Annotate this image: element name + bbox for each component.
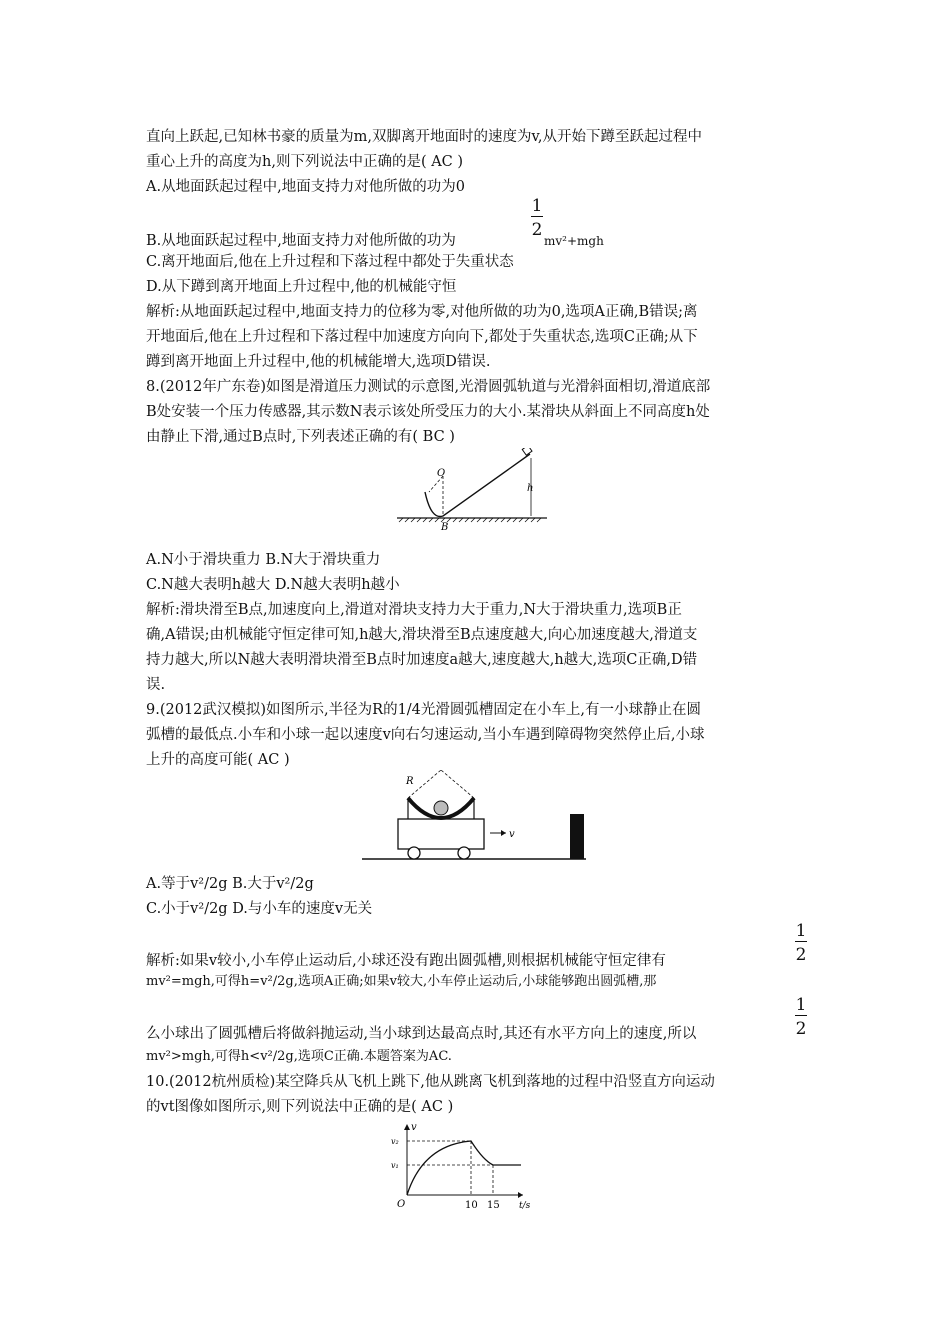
text-line-2: 重心上升的高度为h,则下列说法中正确的是( AC ) [146,154,464,170]
analysis-9-line-2: mv²=mgh,可得h=v²/2g,选项A正确;如果v较大,小车停止运动后,小球能够跑出圆弧槽,那 [146,974,657,989]
question-10-line-2: 的vt图像如图所示,则下列说法中正确的是( AC ) [146,1099,454,1115]
analysis-7-line-1: 解析:从地面跃起过程中,地面支持力的位移为零,对他所做的功为0,选项A正确,B错误;离 [146,304,698,320]
option-b-formula: mv²+mgh [544,234,604,248]
question-8-line-1: 8.(2012年广东卷)如图是滑道压力测试的示意图,光滑圆弧轨道与光滑斜面相切,滑道底部 [146,379,711,395]
label-h: h [527,483,534,494]
option-a: A.从地面跃起过程中,地面支持力对他所做的功为0 [146,179,465,195]
label-t10: 10 [465,1200,478,1211]
option-9-cd: C.小于v²/2g D.与小车的速度v无关 [146,901,373,917]
question-9-line-2: 弧槽的最低点.小车和小球一起以速度v向右匀速运动,当小车遇到障碍物突然停止后,小球 [146,727,705,743]
analysis-8-line-1: 解析:滑块滑至B点,加速度向上,滑道对滑块支持力大于重力,N大于滑块重力,选项B正 [146,602,682,618]
fraction-denominator: 2 [531,220,543,240]
analysis-8-line-2: 确,A错误;由机械能守恒定律可知,h越大,滑块滑至B点速度越大,向心加速度越大,滑道支 [146,627,698,643]
figure-8-slide-track [395,448,555,533]
label-origin: O [397,1199,406,1210]
option-b: B.从地面跃起过程中,地面支持力对他所做的功为 [146,233,456,249]
analysis-9-line-4: mv²>mgh,可得h<v²/2g,选项C正确.本题答案为AC. [146,1049,452,1064]
fraction-denominator-2: 2 [795,945,807,965]
label-o: O [437,468,446,479]
figure-10-vt-graph [383,1120,543,1212]
fraction-bar-2 [795,941,807,942]
question-9-line-3: 上升的高度可能( AC ) [146,752,290,768]
fraction-numerator-3: 1 [795,995,807,1015]
label-v1: v₁ [391,1161,399,1170]
label-v: v [509,829,515,840]
fraction-numerator-2: 1 [795,921,807,941]
text-line-1: 直向上跃起,已知林书豪的质量为m,双脚离开地面时的速度为v,从开始下蹲至跃起过程中 [146,129,703,145]
analysis-8-line-3: 持力越大,所以N越大表明滑块滑至B点时加速度a越大,速度越大,h越大,选项C正确,D错 [146,652,698,668]
fraction-numerator: 1 [531,196,543,216]
fraction-bar [531,216,543,217]
label-v2: v₂ [391,1137,399,1146]
figure-9-cart [362,770,587,865]
question-10-line-1: 10.(2012杭州质检)某空降兵从飞机上跳下,他从跳离飞机到落地的过程中沿竖直方向运动 [146,1074,715,1090]
fraction-bar-3 [795,1015,807,1016]
label-v-axis: v [411,1122,417,1133]
option-9-ab: A.等于v²/2g B.大于v²/2g [146,876,314,892]
option-d: D.从下蹲到离开地面上升过程中,他的机械能守恒 [146,279,457,295]
label-r: R [406,776,414,787]
analysis-9-line-1: 解析:如果v较小,小车停止运动后,小球还没有跑出圆弧槽,则根据机械能守恒定律有 [146,953,666,969]
analysis-7-line-3: 蹲到离开地面上升过程中,他的机械能增大,选项D错误. [146,354,491,370]
question-8-line-2: B处安装一个压力传感器,其示数N表示该处所受压力的大小.某滑块从斜面上不同高度h处 [146,404,710,420]
option-8-cd: C.N越大表明h越大 D.N越大表明h越小 [146,577,400,593]
option-8-ab: A.N小于滑块重力 B.N大于滑块重力 [146,552,381,568]
question-8-line-3: 由静止下滑,通过B点时,下列表述正确的有( BC ) [146,429,455,445]
label-t-axis: t/s [519,1201,531,1211]
label-t15: 15 [487,1200,500,1211]
option-c: C.离开地面后,他在上升过程和下落过程中都处于失重状态 [146,254,514,270]
analysis-9-line-3: 么小球出了圆弧槽后将做斜抛运动,当小球到达最高点时,其还有水平方向上的速度,所以 [146,1026,697,1042]
analysis-8-line-4: 误. [146,677,166,693]
question-9-line-1: 9.(2012武汉模拟)如图所示,半径为R的1/4光滑圆弧槽固定在小车上,有一小球静止在圆 [146,702,702,718]
label-b: B [441,522,449,533]
analysis-7-line-2: 开地面后,他在上升过程和下落过程中加速度方向向下,都处于失重状态,选项C正确;从下 [146,329,698,345]
fraction-denominator-3: 2 [795,1019,807,1039]
